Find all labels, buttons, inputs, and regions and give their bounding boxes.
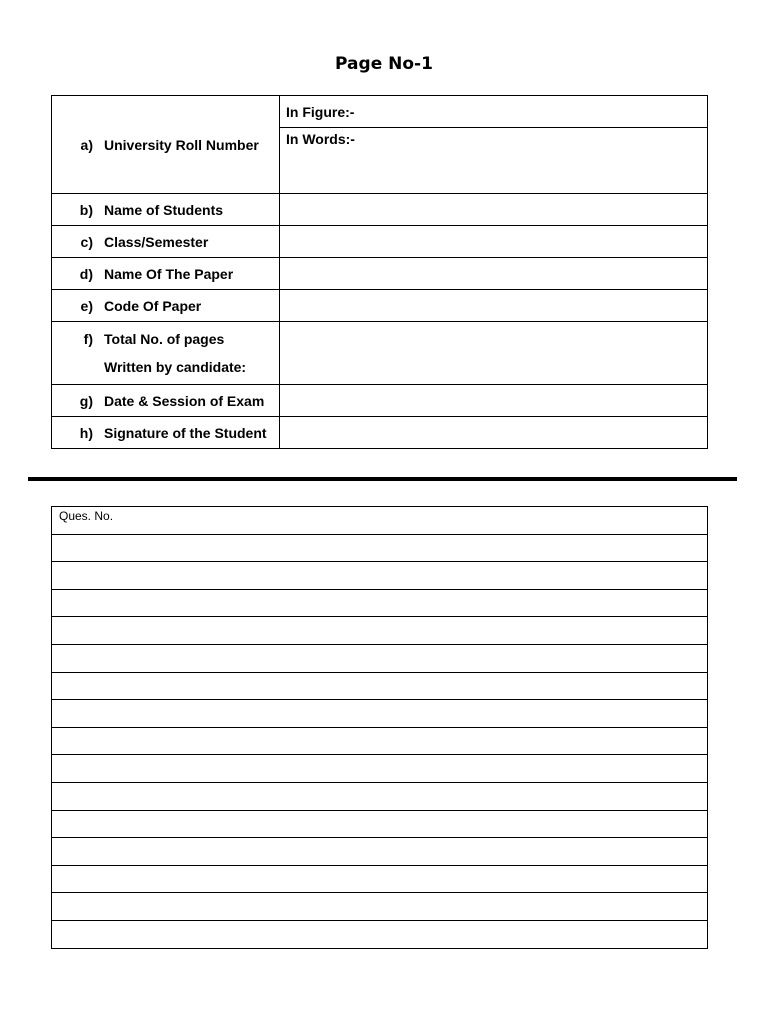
answer-line[interactable] (52, 644, 708, 672)
answer-line[interactable] (52, 893, 708, 921)
signature-field[interactable] (280, 417, 708, 449)
answer-line[interactable] (52, 865, 708, 893)
page-title: Page No-1 (335, 54, 433, 74)
ques-no-label: Ques. No. (59, 509, 114, 523)
answer-line[interactable] (52, 672, 708, 700)
roll-number-figure-field[interactable] (280, 96, 708, 128)
roll-number-words-field[interactable] (280, 128, 708, 194)
ques-no-cell[interactable] (52, 507, 708, 535)
field-letter: g) (79, 392, 93, 409)
signature-row (52, 417, 708, 449)
field-letter: c) (80, 233, 93, 250)
answer-line[interactable] (52, 617, 708, 645)
exam-date-label: Date & Session of Exam (104, 392, 265, 409)
class-semester-field[interactable] (280, 226, 708, 258)
field-letter: f) (83, 331, 93, 347)
paper-code-label: Code Of Paper (104, 297, 202, 314)
roll-number-label-cell (52, 96, 280, 194)
in-words-label: In Words:- (286, 131, 355, 147)
answer-line[interactable] (52, 589, 708, 617)
field-letter: d) (79, 265, 93, 282)
paper-name-field[interactable] (280, 258, 708, 290)
answer-line[interactable] (52, 534, 708, 562)
paper-code-field[interactable] (280, 290, 708, 322)
student-name-field[interactable] (280, 194, 708, 226)
answer-line[interactable] (52, 755, 708, 783)
roll-number-label: University Roll Number (104, 136, 259, 153)
field-letter: h) (79, 424, 93, 441)
signature-label: Signature of the Student (104, 424, 267, 441)
answer-line[interactable] (52, 782, 708, 810)
total-pages-label: Total No. of pages Written by candidate: (104, 331, 247, 375)
class-semester-row (52, 226, 708, 258)
answer-line[interactable] (52, 562, 708, 590)
answer-lines-table (51, 506, 708, 949)
field-letter: b) (79, 201, 93, 218)
section-divider (28, 477, 737, 481)
total-pages-field[interactable] (280, 322, 708, 385)
student-name-label: Name of Students (104, 201, 224, 218)
student-name-row (52, 194, 708, 226)
paper-name-row (52, 258, 708, 290)
answer-line[interactable] (52, 838, 708, 866)
total-pages-row (52, 322, 708, 385)
exam-date-row (52, 385, 708, 417)
exam-date-field[interactable] (280, 385, 708, 417)
answer-line[interactable] (52, 727, 708, 755)
in-figure-label: In Figure:- (286, 103, 355, 120)
answer-line[interactable] (52, 920, 708, 948)
class-semester-label: Class/Semester (104, 233, 209, 250)
answer-line[interactable] (52, 700, 708, 728)
paper-code-row (52, 290, 708, 322)
field-letter: e) (80, 297, 93, 314)
answer-line[interactable] (52, 810, 708, 838)
field-letter: a) (80, 136, 93, 153)
roll-number-row (52, 96, 708, 128)
student-info-table (51, 95, 708, 449)
paper-name-label: Name Of The Paper (104, 265, 234, 282)
